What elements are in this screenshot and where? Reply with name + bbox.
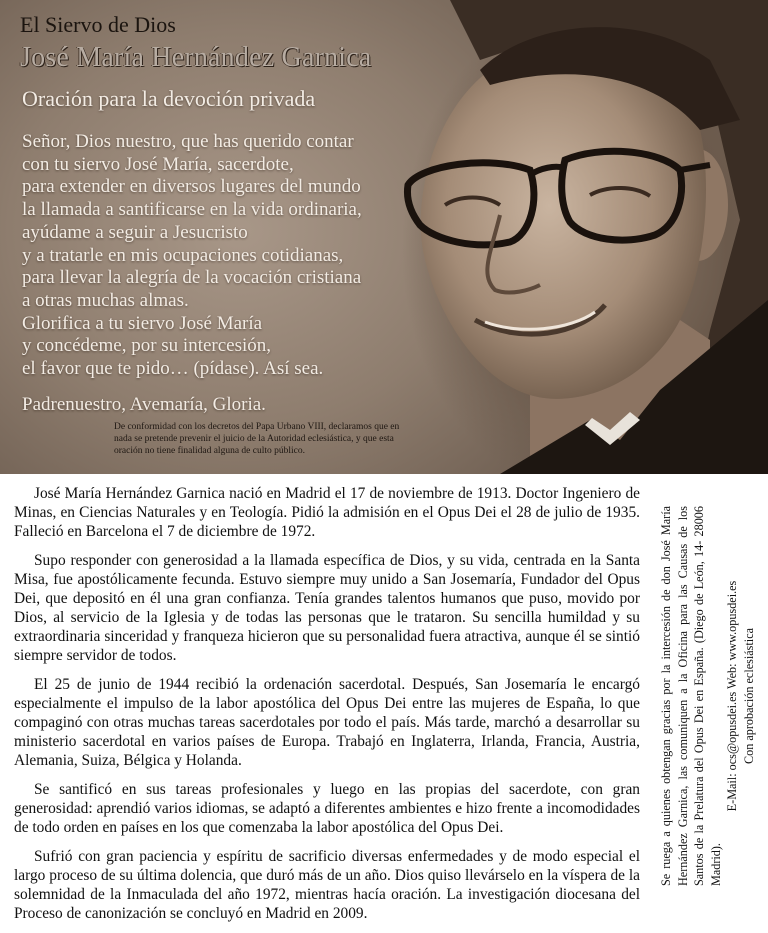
prayer-line: Señor, Dios nuestro, que has querido contar (22, 131, 354, 152)
prayer-title: Oración para la devoción privada (22, 86, 316, 111)
prayer-line: y a tratarle en mis ocupaciones cotidianas, (22, 244, 344, 266)
side-note (658, 506, 757, 886)
prayer-line: la llamada a santificarse en la vida ordinaria, (22, 199, 362, 221)
biography (14, 484, 640, 933)
prayer-text (22, 131, 362, 381)
disclaimer-note: De conformidad con los decretos del Papa Urbano VIII, declaramos que en nada se pretende prevenir el juicio de la Autoridad eclesiástica, y que esta oración no tiene finalidad alguna de culto público. (114, 422, 400, 456)
prayer-line: el favor que te pido… (pídase). Así sea. (22, 358, 324, 380)
ecclesiastical-approval: Con aprobación eclesiástica (741, 627, 756, 765)
biography-paragraph: José María Hernández Garnica nació en Madrid el 17 de noviembre de 1913. Doctor Ingeniero de Minas, en Ciencias Naturales y en Teología. Pidió la admisión en el Opus Dei el 28 de julio de 1935. Falleció en Barcelona el 7 de diciembre de 1972. (14, 485, 640, 540)
prayer-line: Glorifica a tu siervo José María (22, 312, 263, 334)
prayer-line: y concédeme, por su intercesión, (22, 335, 272, 357)
prayer-closing: Padrenuestro, Avemaría, Gloria. (22, 394, 266, 415)
prayer-line: con tu siervo José María, sacerdote, (22, 153, 294, 175)
prayer-line: para llevar la alegría de la vocación cristiana (22, 267, 362, 289)
contact-info: E-Mail: ocs@opusdei.es Web: www.opusdei.es (725, 580, 739, 812)
servant-name-title: José María Hernández Garnica (20, 42, 372, 73)
priest-portrait (380, 0, 768, 474)
prayer-line: ayúdame a seguir a Jesucristo (22, 221, 248, 243)
pre-title: El Siervo de Dios (20, 12, 176, 37)
biography-paragraph: El 25 de junio de 1944 recibió la ordenación sacerdotal. Después, San Josemaría le encargó especialmente el impulso de la labor apostólica del Opus Dei entre las mujeres de España, lo que compaginó con otras muchas tareas sacerdotales por todo el país. Más tarde, marchó a desarrollar su ministerio sacerdotal en varios países de Europa. Trabajó en Inglaterra, Irlanda, Francia, Austria, Alemania, Suiza, Bélgica y Holanda. (14, 676, 640, 769)
prayer-line: a otras muchas almas. (22, 289, 189, 311)
prayer-line: para extender en diversos lugares del mundo (22, 176, 361, 198)
biography-paragraph: Supo responder con generosidad a la llamada específica de Dios, y su vida, centrada en la Santa Misa, fue apostólicamente fecunda. Estuvo siempre muy unido a San Josemaría, Fundador del Opus Dei, que depositó en él una gran confianza. Tenía grandes talentos humanos que puso, movido por Dios, al servicio de la Iglesia y de todas las personas que le trataron. Su sencilla humildad y su extraordinaria sinceridad y franqueza hicieron que su personalidad fuera atractiva, aunque él se sintió siempre servidor de todos. (14, 552, 640, 664)
biography-paragraph: Sufrió con gran paciencia y espíritu de sacrificio diversas enfermedades y de modo especial el largo proceso de su última dolencia, que duró más de un año. Dios quiso llevárselo en la víspera de la solemnidad de la Inmaculada del año 1972, mientras hacía oración. La investigación diocesana del Proceso de canonización se concluyó en Madrid en 2009. (14, 848, 640, 922)
biography-paragraph: Se santificó en sus tareas profesionales y luego en las propias del sacerdote, con gran generosidad: aprendió varios idiomas, se adaptó a diferentes ambientes e hizo frente a incomodidades de todo orden en países en los que comenzaba la labor apostólica del Opus Dei. (14, 781, 640, 836)
graces-request-text: Se ruega a quienes obtengan gracias por la intercesión de don José María Hernández Garnica, las comuniquen a la Oficina para las Causas de los Santos de la Prelatura del Opus Dei en España. (Diego de León, 14- 28006 Madrid). (659, 506, 723, 886)
